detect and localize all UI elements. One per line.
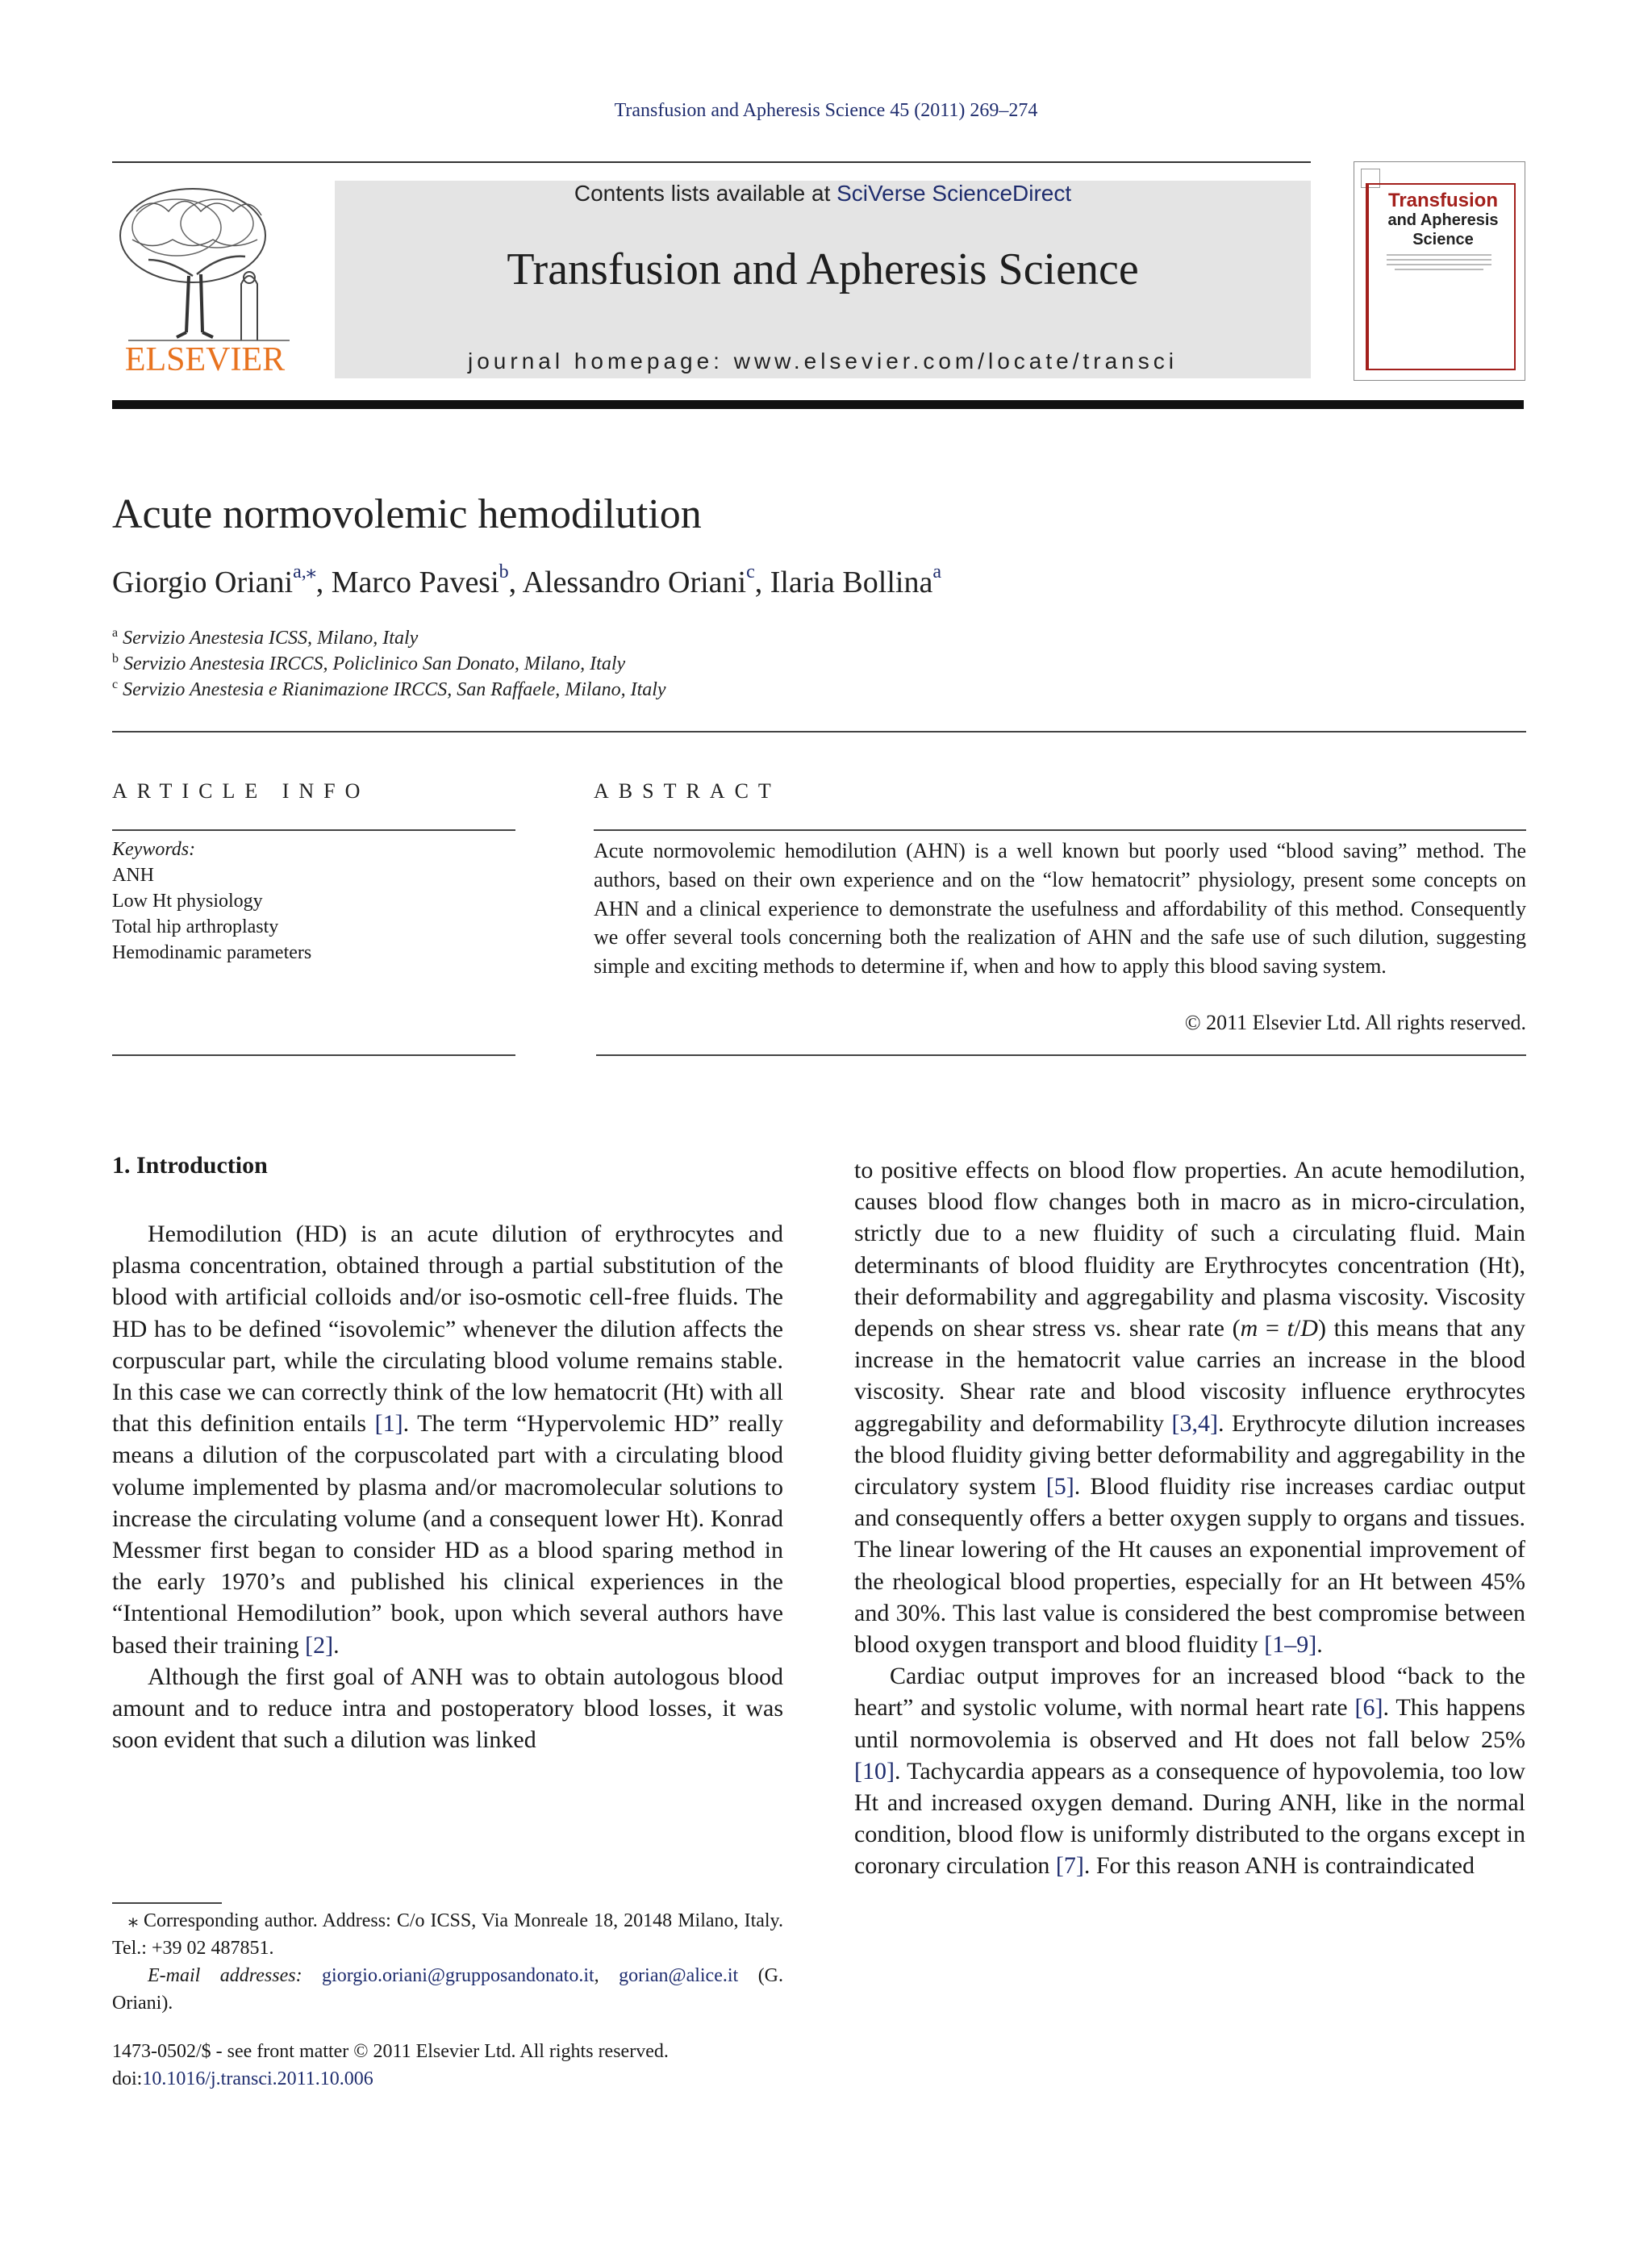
article-title: Acute normovolemic hemodilution — [112, 491, 702, 537]
body-column-right — [854, 1154, 1525, 1882]
body-text: to positive effects on blood flow properties. An acute hemodilution, causes blood flow changes both in macro as in micro-circulation, strictly due to a new fluidity of such a circulating fluid. Main determinants of blood fluidity are Erythrocytes concentration (Ht), their deformability and aggregability and plasma viscosity. Viscosity depends on shear stress vs. shear rate ( — [854, 1157, 1525, 1342]
issn-block — [112, 2038, 669, 2093]
keyword[interactable]: Total hip arthroplasty — [112, 916, 279, 937]
contents-prefix: Contents lists available at — [574, 181, 837, 206]
keyword[interactable]: ANH — [112, 865, 154, 886]
header-thick-rule — [112, 400, 1524, 409]
reference-link[interactable]: [3,4] — [1171, 1409, 1218, 1437]
reference-link[interactable]: [2] — [305, 1631, 334, 1659]
elsevier-logo[interactable] — [112, 179, 298, 381]
abstract-text: Acute normovolemic hemodilution (AHN) is a well known but poorly used “blood saving” method. The authors, based on their own experience and on the “low hematocrit” physiology, present some concepts on AHN and a clinical experience to demonstrate the usefulness and affordability of this method. Consequently we offer several tools concerning both the realization of AHN and the safe use of such dilution, suggesting simple and exciting methods to determine if, when and how to apply this blood saving system. — [594, 839, 1526, 979]
footnote-rule — [112, 1902, 222, 1904]
contents-line — [335, 181, 1311, 207]
author-separator: , — [754, 566, 770, 599]
affiliation — [112, 679, 666, 701]
author-affiliation-marker[interactable]: c — [746, 561, 755, 583]
body-text: . The term “Hypervolemic HD” really means a dilution of the corpuscolated part with a circulating blood volume implemented by plasma and/or macromolecular solutions to increase the circulating volume (and a consequent lower Ht). Konrad Messmer first began to consider HD as a blood sparing method in the early 1970’s and published his clinical experiences in the “Intentional Hemodilution” book, upon which several authors have based their training — [112, 1410, 783, 1659]
body-text: Cardiac output improves for an increased blood “back to the heart” and systolic volume, with normal heart rate — [854, 1663, 1525, 1722]
reference-link[interactable]: [7] — [1055, 1852, 1084, 1880]
body-text: ) this means that any increase in the hematocrit value carries an increase in the blood viscosity. Shear rate and blood viscosity influence erythrocytes aggregability and deformability — [854, 1315, 1526, 1437]
publisher-wordmark: ELSEVIER — [124, 341, 286, 378]
affiliation-text: Servizio Anestesia ICSS, Milano, Italy — [123, 628, 419, 649]
cover-title-line: Science — [1412, 231, 1474, 248]
formula-symbol: t — [1287, 1315, 1294, 1342]
body-paragraph — [112, 1218, 783, 1661]
author-affiliation-marker[interactable]: a,⁎ — [293, 561, 316, 583]
affiliation-text: Servizio Anestesia e Rianimazione IRCCS, San Raffaele, Milano, Italy — [123, 679, 666, 700]
affiliation-marker: c — [112, 678, 119, 691]
body-text: . This happens until normovolemia is observed and Ht does not fall below 25% — [854, 1694, 1525, 1753]
affiliation — [112, 628, 418, 649]
keyword[interactable]: Hemodinamic parameters — [112, 942, 312, 963]
author-name: Marco Pavesi — [331, 566, 499, 599]
abstract-heading: ABSTRACT — [594, 779, 781, 803]
author-name: Alessandro Oriani — [522, 566, 747, 599]
email-link[interactable]: gorian@alice.it — [619, 1965, 739, 1986]
body-text: . — [1316, 1631, 1323, 1659]
header-top-rule — [112, 161, 1311, 163]
body-text: Hemodilution (HD) is an acute dilution of erythrocytes and plasma concentration, obtained through a partial substitution of the blood with artificial colloids and/or iso-osmotic cell-free fluids. The HD has to be defined “isovolemic” whenever the dilution affects the corpuscular part, while the circulating blood volume remains stable. In this case we can correctly think of the low hematocrit (Ht) with all that this definition entails — [112, 1221, 783, 1438]
author-separator: , — [315, 566, 332, 599]
body-paragraph — [112, 1661, 783, 1756]
body-paragraph — [854, 1660, 1525, 1881]
issn-text: 1473-0502/$ - see front matter © 2011 Elsevier Ltd. All rights reserved. — [112, 2041, 669, 2062]
body-text: = — [1258, 1315, 1287, 1342]
reference-link[interactable]: [1–9] — [1264, 1631, 1317, 1659]
affiliation — [112, 653, 625, 675]
formula-symbol: m — [1240, 1315, 1258, 1342]
corresponding-author-text: ⁎ Corresponding author. Address: C/o ICSS, Via Monreale 18, 20148 Milano, Italy. Tel.: +39 02 487851. — [112, 1910, 783, 1959]
journal-cover-thumbnail[interactable] — [1354, 161, 1525, 381]
journal-citation[interactable]: Transfusion and Apheresis Science 45 (2011) 269–274 — [614, 100, 1038, 121]
affiliation-text: Servizio Anestesia IRCCS, Policlinico San Donato, Milano, Italy — [123, 653, 626, 674]
sciencedirect-link[interactable]: SciVerse ScienceDirect — [836, 181, 1072, 206]
author-name: Giorgio Oriani — [112, 566, 294, 599]
doi-label: doi: — [112, 2068, 143, 2089]
journal-name: Transfusion and Apheresis Science — [507, 244, 1139, 294]
author-affiliation-marker[interactable]: b — [499, 561, 509, 583]
body-text: . Erythrocyte dilution increases the blood fluidity giving better deformability and aggregability in the circulatory system — [854, 1409, 1525, 1501]
article-info-rule — [112, 829, 515, 831]
keyword[interactable]: Low Ht physiology — [112, 891, 263, 912]
doi-line — [112, 2065, 669, 2093]
corresponding-author-footnote — [112, 1907, 783, 2017]
body-text: . — [333, 1631, 340, 1659]
reference-link[interactable]: [6] — [1354, 1694, 1383, 1722]
body-text: / — [1293, 1315, 1301, 1342]
reference-link[interactable]: [10] — [854, 1757, 895, 1784]
reference-link[interactable]: [5] — [1045, 1473, 1074, 1501]
abstract-rule — [594, 829, 1526, 831]
author-list — [112, 561, 941, 600]
abstract-bottom-rule — [596, 1054, 1526, 1056]
article-info-bottom-rule — [112, 1054, 515, 1056]
article-info-heading: ARTICLE INFO — [112, 779, 370, 803]
author-separator: , — [508, 566, 523, 599]
journal-homepage[interactable]: journal homepage: www.elsevier.com/locate/transci — [468, 349, 1178, 374]
email-link[interactable]: giorgio.oriani@grupposandonato.it — [322, 1965, 594, 1986]
email-suffix: (G. Oriani). — [112, 1965, 784, 2014]
body-column-left — [112, 1218, 783, 1755]
body-text: . Tachycardia appears as a consequence of hypovolemia, too low Ht and increased oxygen demand. During ANH, like in the normal condition, blood flow is uniformly distributed to the organs except in coronary circulation — [854, 1757, 1525, 1880]
reference-link[interactable]: [1] — [374, 1410, 403, 1438]
body-text: . Blood fluidity rise increases cardiac output and consequently offers a better oxygen supply to organs and tissues. The linear lowering of the Ht causes an exponential improvement of the rheological blood properties, especially for an Ht between 45% and 30%. This last value is considered the best compromise between blood oxygen transport and blood fluidity — [854, 1473, 1525, 1659]
cover-title — [1370, 191, 1516, 249]
body-text: Although the first goal of ANH was to obtain autologous blood amount and to reduce intra and postoperatory blood losses, it was soon evident that such a dilution was linked — [112, 1663, 783, 1754]
cover-title-line: and Apheresis — [1387, 211, 1499, 229]
abstract-copyright: © 2011 Elsevier Ltd. All rights reserved. — [1184, 1011, 1526, 1034]
keywords-label: Keywords: — [112, 839, 196, 860]
cover-title-line: Transfusion — [1387, 190, 1499, 211]
affiliation-marker: a — [112, 626, 119, 640]
affiliation-marker: b — [112, 652, 119, 666]
section-heading-introduction: 1. Introduction — [112, 1152, 268, 1179]
author-name: Ilaria Bollina — [770, 566, 933, 599]
email-line: E-mail addresses: giorgio.oriani@grupposandonato.it, gorian@alice.it (G. Oriani). — [112, 1965, 784, 2014]
title-block-rule — [112, 731, 1526, 733]
body-paragraph — [854, 1154, 1525, 1660]
body-text: . For this reason ANH is contraindicated — [1083, 1852, 1475, 1880]
email-label: E-mail addresses: — [148, 1965, 302, 1986]
author-affiliation-marker[interactable]: a — [932, 561, 941, 583]
cover-subtitle-lines — [1387, 251, 1491, 273]
doi-link[interactable]: 10.1016/j.transci.2011.10.006 — [142, 2068, 373, 2089]
formula-symbol: D — [1300, 1315, 1318, 1342]
